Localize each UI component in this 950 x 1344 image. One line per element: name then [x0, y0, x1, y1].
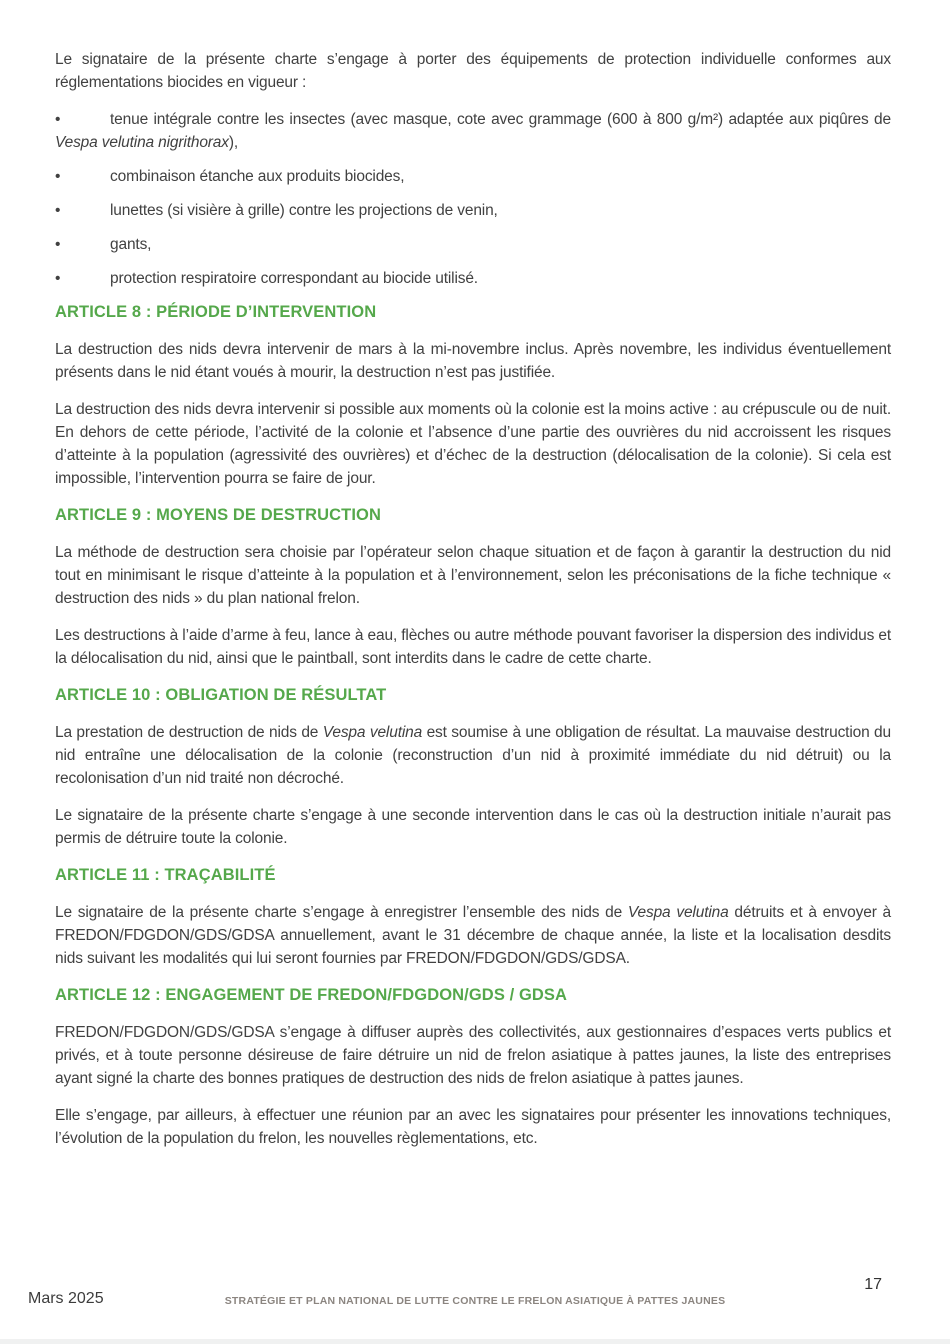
body-paragraph [55, 398, 891, 490]
article-heading: ARTICLE 10 : OBLIGATION DE RÉSULTAT [55, 686, 387, 704]
paragraph|19-run: Elle s’engage, par ailleurs, à effectuer une réunion par an avec les signataires pour présenter les innovations techniques, l’évolution de la population du frelon, les nouvelles règlementations, etc. [55, 1107, 891, 1147]
article-heading: ARTICLE 12 : ENGAGEMENT DE FREDON/FDGDON/GDS / GDSA [55, 986, 568, 1004]
footer-document-title: STRATÉGIE ET PLAN NATIONAL DE LUTTE CONTRE LE FRELON ASIATIQUE À PATTES JAUNES [224, 1295, 726, 1307]
bullet|2-run: combinaison étanche aux produits biocides, [110, 168, 405, 185]
paragraph|16-run: Le signataire de la présente charte s’engage à enregistrer l’ensemble des nids de [55, 904, 628, 921]
paragraph|7-run: La destruction des nids devra intervenir de mars à la mi-novembre inclus. Après novembre, les individus éventuellement présents dans le nid étant voués à mourir, la destruction n’est pas justifiée. [55, 341, 891, 381]
bullet|1-run: tenue intégrale contre les insectes (avec masque, cote avec grammage (600 à 800 g/m²) adaptée aux piqûres de [110, 111, 891, 128]
bullet-item [55, 199, 891, 222]
paragraph|14-run: Le signataire de la présente charte s’engage à une seconde intervention dans le cas où la destruction initiale n’aurait pas permis de détruire toute la colonie. [55, 807, 891, 847]
bullet-marker: • [55, 202, 61, 219]
bullet-marker: • [55, 270, 61, 287]
bullet|1-run: Vespa velutina nigrithorax [55, 134, 229, 151]
body-paragraph [55, 1104, 891, 1150]
body-paragraph [55, 624, 891, 670]
body-paragraph [55, 804, 891, 850]
paragraph|0-run: Le signataire de la présente charte s’engage à porter des équipements de protection individuelle conformes aux réglementations biocides en vigueur : [55, 51, 891, 91]
paragraph|11-run: Les destructions à l’aide d’arme à feu, lance à eau, flèches ou autre méthode pouvant favoriser la dispersion des individus et la délocalisation du nid, ainsi que le paintball, sont interdits dans le cadre de cette charte. [55, 627, 891, 667]
body-paragraph [55, 48, 891, 94]
body-paragraph [55, 721, 891, 790]
bullet|1-run: ), [228, 134, 239, 151]
paragraph|16-run: détruits et à envoyer à FREDON/FDGDON/GDS/GDSA annuellement, avant le 31 décembre de chaque année, la liste et la localisation desdits nids suivant les modalités qui lui seront fournies par FREDON/FDGDON/GDS/GDSA. [55, 904, 892, 967]
article-heading: ARTICLE 9 : MOYENS DE DESTRUCTION [55, 506, 381, 524]
bullet|5-run: protection respiratoire correspondant au biocide utilisé. [110, 270, 478, 287]
document-body [55, 48, 891, 1164]
body-paragraph [55, 1021, 891, 1090]
page-footer [0, 1268, 950, 1316]
paragraph|13-run: est soumise à une obligation de résultat. La mauvaise destruction du nid entraîne une délocalisation de la colonie (reconstruction d’un nid à proximité immédiate du nid détruit) ou la recolonisation d’un nid traité non décroché. [55, 724, 891, 787]
paragraph|16-run: Vespa velutina [627, 904, 729, 921]
bullet-item [55, 233, 891, 256]
body-paragraph [55, 901, 891, 970]
bullet-marker: • [55, 111, 61, 128]
paragraph|18-run: FREDON/FDGDON/GDS/GDSA s’engage à diffuser auprès des collectivités, aux gestionnaires d’espaces verts publics et privés, et à toute personne désireuse de faire détruire un nid de frelon asiatique à pattes jaunes, la liste des entreprises ayant signé la charte des bonnes pratiques de destruction des nids de frelon asiatique à pattes jaunes. [55, 1024, 891, 1087]
paragraph|13-run: Vespa velutina [322, 724, 423, 741]
paragraph|10-run: La méthode de destruction sera choisie par l’opérateur selon chaque situation et de façon à garantir la destruction du nid tout en minimisant le risque d’atteinte à la population et à l’environnement, selon les préconisations de la fiche technique « destruction des nids » du plan national frelon. [55, 544, 891, 607]
body-paragraph [55, 541, 891, 610]
bullet|3-run: lunettes (si visière à grille) contre les projections de venin, [110, 202, 498, 219]
footer-date: Mars 2025 [28, 1290, 104, 1307]
page-bottom-strip [0, 1339, 950, 1344]
paragraph|13-run: La prestation de destruction de nids de [55, 724, 323, 741]
page-number: 17 [864, 1276, 882, 1293]
bullet-item [55, 108, 891, 154]
bullet-item [55, 165, 891, 188]
bullet|4-run: gants, [110, 236, 152, 253]
body-paragraph [55, 338, 891, 384]
article-heading: ARTICLE 8 : PÉRIODE D’INTERVENTION [55, 303, 377, 321]
bullet-marker: • [55, 168, 61, 185]
article-heading: ARTICLE 11 : TRAÇABILITÉ [55, 866, 276, 884]
bullet-item [55, 267, 891, 290]
paragraph|8-run: La destruction des nids devra intervenir si possible aux moments où la colonie est la moins active : au crépuscule ou de nuit. En dehors de cette période, l’activité de la colonie et l’absence d’une partie des ouvrières du nid accroissent les risques d’atteinte à la population (agressivité des ouvrières) et d’échec de la destruction (délocalisation de la colonie). Si cela est impossible, l’intervention pourra se faire de jour. [55, 401, 891, 487]
bullet-marker: • [55, 236, 61, 253]
